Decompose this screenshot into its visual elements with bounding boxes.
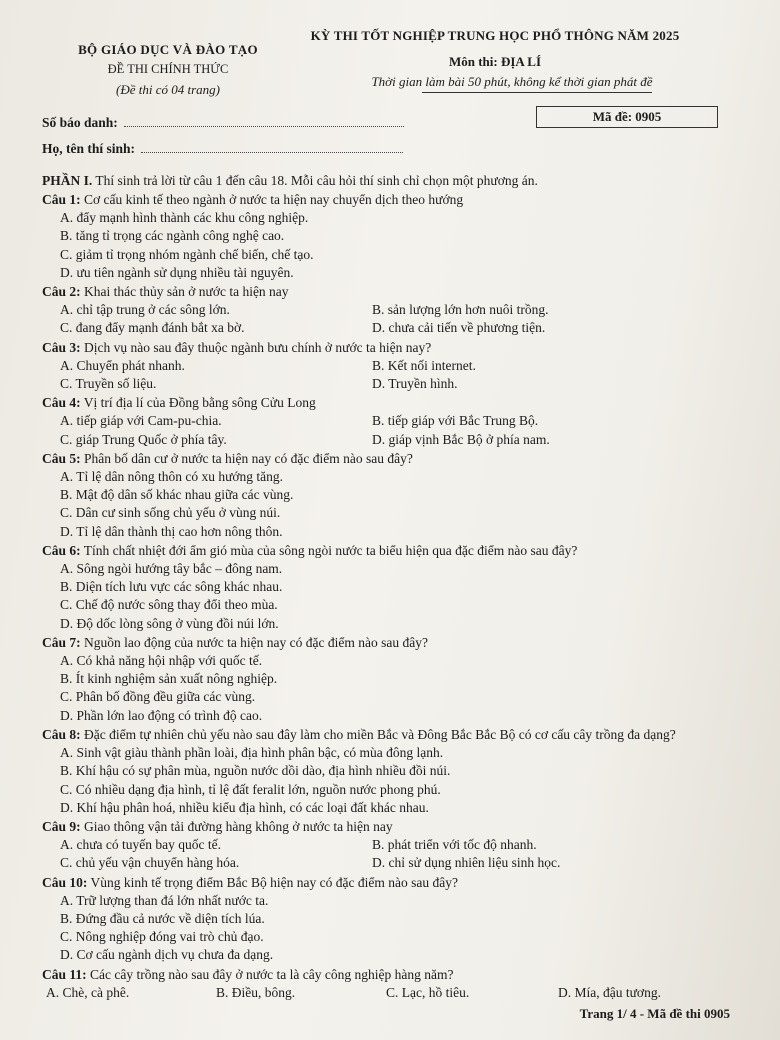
question-3: [42, 339, 736, 394]
candidate-info: [42, 104, 736, 164]
candidate-number-field: [124, 114, 404, 127]
answer-option: B. Kết nối internet.: [372, 357, 476, 373]
answer-option: B. Đứng đầu cả nước về diện tích lúa.: [60, 910, 265, 926]
page-count-note: (Đề thi có 04 trang): [116, 82, 220, 97]
question-2: [42, 283, 736, 338]
answer-option: D. Truyền hình.: [372, 376, 458, 392]
answer-option: A. Có khả năng hội nhập với quốc tế.: [60, 653, 263, 669]
answer-option: B. Diện tích lưu vực các sông khác nhau.: [60, 579, 283, 595]
candidate-name-field: [141, 140, 403, 153]
question-text: Cơ cấu kinh tế theo ngành ở nước ta hiện nay chuyển dịch theo hướng: [84, 192, 464, 207]
answer-option: B. Khí hậu có sự phân mùa, nguồn nước dồi dào, địa hình nhiều đồi núi.: [60, 763, 451, 779]
answer-option: B. tiếp giáp với Bắc Trung Bộ.: [372, 413, 539, 429]
question-5: [42, 450, 736, 541]
answer-option: C. Có nhiều dạng địa hình, tỉ lệ đất feralit lớn, nguồn nước phong phú.: [60, 781, 441, 797]
answer-option: C. Phân bố đồng đều giữa các vùng.: [60, 689, 256, 705]
question-4: [42, 394, 736, 449]
part-instruction: Thí sinh trả lời từ câu 1 đến câu 18. Mỗi câu hỏi thí sinh chỉ chọn một phương án.: [95, 173, 538, 188]
page-footer: Trang 1/ 4 - Mã đề thi 0905: [579, 1006, 730, 1021]
candidate-name-label: Họ, tên thí sinh:: [42, 141, 136, 156]
answer-option: B. Điều, bông.: [216, 984, 296, 1000]
question-label: Câu 5:: [42, 450, 81, 466]
answer-option: C. chủ yếu vận chuyển hàng hóa.: [60, 855, 240, 871]
answer-option: B. tăng tỉ trọng các ngành công nghệ cao.: [60, 228, 285, 244]
answer-option: B. sản lượng lớn hơn nuôi trồng.: [372, 302, 549, 318]
question-label: Câu 7:: [42, 634, 81, 650]
answer-option: A. chỉ tập trung ở các sông lớn.: [60, 302, 230, 318]
official-exam-label: ĐỀ THI CHÍNH THỨC: [107, 62, 229, 76]
question-11: [42, 966, 736, 1002]
question-text: Đặc điểm tự nhiên chủ yếu nào sau đây làm cho miền Bắc và Đông Bắc Bắc Bộ có cơ cấu cây trồng đa dạng?: [84, 726, 676, 742]
answer-option: D. Tỉ lệ dân thành thị cao hơn nông thôn.: [60, 523, 283, 539]
answer-option: A. chưa có tuyến bay quốc tế.: [60, 837, 222, 853]
question-6: [42, 542, 736, 633]
part-1-instruction: [42, 172, 736, 190]
answer-option: C. Truyền số liệu.: [60, 376, 157, 392]
answer-option: D. ưu tiên ngành sử dụng nhiều tài nguyên.: [60, 264, 294, 280]
answer-option: D. chưa cải tiến về phương tiện.: [372, 320, 546, 336]
answer-option: D. Cơ cấu ngành dịch vụ chưa đa dạng.: [60, 947, 274, 963]
underline-divider: [422, 92, 652, 93]
part-title: PHẦN I.: [42, 173, 93, 188]
answer-option: C. Nông nghiệp đóng vai trò chủ đạo.: [60, 929, 264, 945]
question-label: Câu 9:: [42, 818, 81, 834]
question-9: [42, 818, 736, 873]
answer-option: A. Sinh vật giàu thành phần loài, địa hình phân bậc, có mùa đông lạnh.: [60, 745, 444, 761]
exam-subject: Môn thi: ĐỊA LÍ: [448, 54, 542, 69]
exam-code-box: Mã đề: 0905: [536, 106, 718, 128]
question-text: Khai thác thủy sản ở nước ta hiện nay: [84, 284, 289, 300]
answer-option: B. Ít kinh nghiệm sản xuất nông nghiệp.: [60, 671, 278, 687]
question-text: Vị trí địa lí của Đồng bằng sông Cửu Long: [83, 395, 316, 411]
time-note: Thời gian làm bài 50 phút, không kể thời gian phát đề: [371, 74, 653, 89]
question-label: Câu 11:: [42, 966, 87, 982]
question-1: [42, 191, 736, 282]
answer-option: A. Tỉ lệ dân nông thôn có xu hướng tăng.: [60, 469, 284, 485]
answer-option: D. Mía, đậu tương.: [558, 984, 661, 1000]
question-text: Vùng kinh tế trọng điểm Bắc Bộ hiện nay có đặc điểm nào sau đây?: [90, 874, 458, 890]
question-text: Tính chất nhiệt đới ẩm gió mùa của sông ngòi nước ta biểu hiện qua đặc điểm nào sau đây?: [83, 542, 578, 558]
answer-option: D. giáp vịnh Bắc Bộ ở phía nam.: [372, 431, 550, 447]
question-10: [42, 874, 736, 965]
answer-option: A. tiếp giáp với Cam-pu-chia.: [60, 413, 222, 429]
answer-option: D. Độ dốc lòng sông ở vùng đồi núi lớn.: [60, 615, 279, 631]
question-label: Câu 10:: [42, 874, 88, 890]
answer-option: C. giảm tỉ trọng nhóm ngành chế biến, chế tạo.: [60, 246, 314, 262]
question-text: Giao thông vận tải đường hàng không ở nước ta hiện nay: [84, 818, 393, 834]
answer-option: D. Khí hậu phân hoá, nhiều kiểu địa hình, có các loại đất khác nhau.: [60, 799, 429, 815]
answer-option: C. Chế độ nước sông thay đổi theo mùa.: [60, 597, 278, 613]
question-7: [42, 634, 736, 725]
answer-option: C. đang đẩy mạnh đánh bắt xa bờ.: [60, 320, 245, 336]
exam-header: [42, 24, 736, 104]
answer-option: D. chỉ sử dụng nhiên liệu sinh học.: [372, 855, 561, 871]
question-label: Câu 8:: [42, 726, 81, 742]
answer-option: B. phát triển với tốc độ nhanh.: [372, 837, 537, 853]
answer-option: A. Trữ lượng than đá lớn nhất nước ta.: [60, 892, 269, 908]
answer-option: A. Chè, cà phê.: [46, 984, 130, 1000]
answer-option: A. đẩy mạnh hình thành các khu công nghiệp.: [60, 210, 309, 226]
question-text: Các cây trồng nào sau đây ở nước ta là cây công nghiệp hàng năm?: [90, 966, 454, 982]
question-text: Dịch vụ nào sau đây thuộc ngành bưu chính ở nước ta hiện nay?: [84, 339, 432, 355]
answer-option: A. Chuyển phát nhanh.: [60, 357, 185, 373]
candidate-number-label: Số báo danh:: [42, 115, 118, 130]
question-8: [42, 726, 736, 817]
question-label: Câu 3:: [42, 339, 81, 355]
answer-option: C. Lạc, hồ tiêu.: [386, 984, 470, 1000]
answer-option: B. Mật độ dân số khác nhau giữa các vùng.: [60, 487, 294, 503]
question-label: Câu 4:: [42, 395, 81, 411]
question-label: Câu 6:: [42, 542, 81, 558]
answer-option: C. giáp Trung Quốc ở phía tây.: [60, 431, 227, 447]
question-label: Câu 1:: [42, 192, 81, 207]
question-text: Phân bố dân cư ở nước ta hiện nay có đặc điểm nào sau đây?: [84, 450, 413, 466]
exam-title: KỲ THI TỐT NGHIỆP TRUNG HỌC PHỔ THÔNG NĂM 2025: [310, 28, 680, 43]
question-text: Nguồn lao động của nước ta hiện nay có đặc điểm nào sau đây?: [84, 634, 428, 650]
candidate-number-row: [42, 114, 404, 131]
answer-option: D. Phần lớn lao động có trình độ cao.: [60, 707, 263, 723]
ministry-name: BỘ GIÁO DỤC VÀ ĐÀO TẠO: [78, 42, 258, 57]
candidate-name-row: [42, 140, 403, 157]
answer-option: A. Sông ngòi hướng tây bắc – đông nam.: [60, 561, 283, 577]
answer-option: C. Dân cư sinh sống chủ yếu ở vùng núi.: [60, 505, 281, 521]
question-label: Câu 2:: [42, 284, 81, 300]
